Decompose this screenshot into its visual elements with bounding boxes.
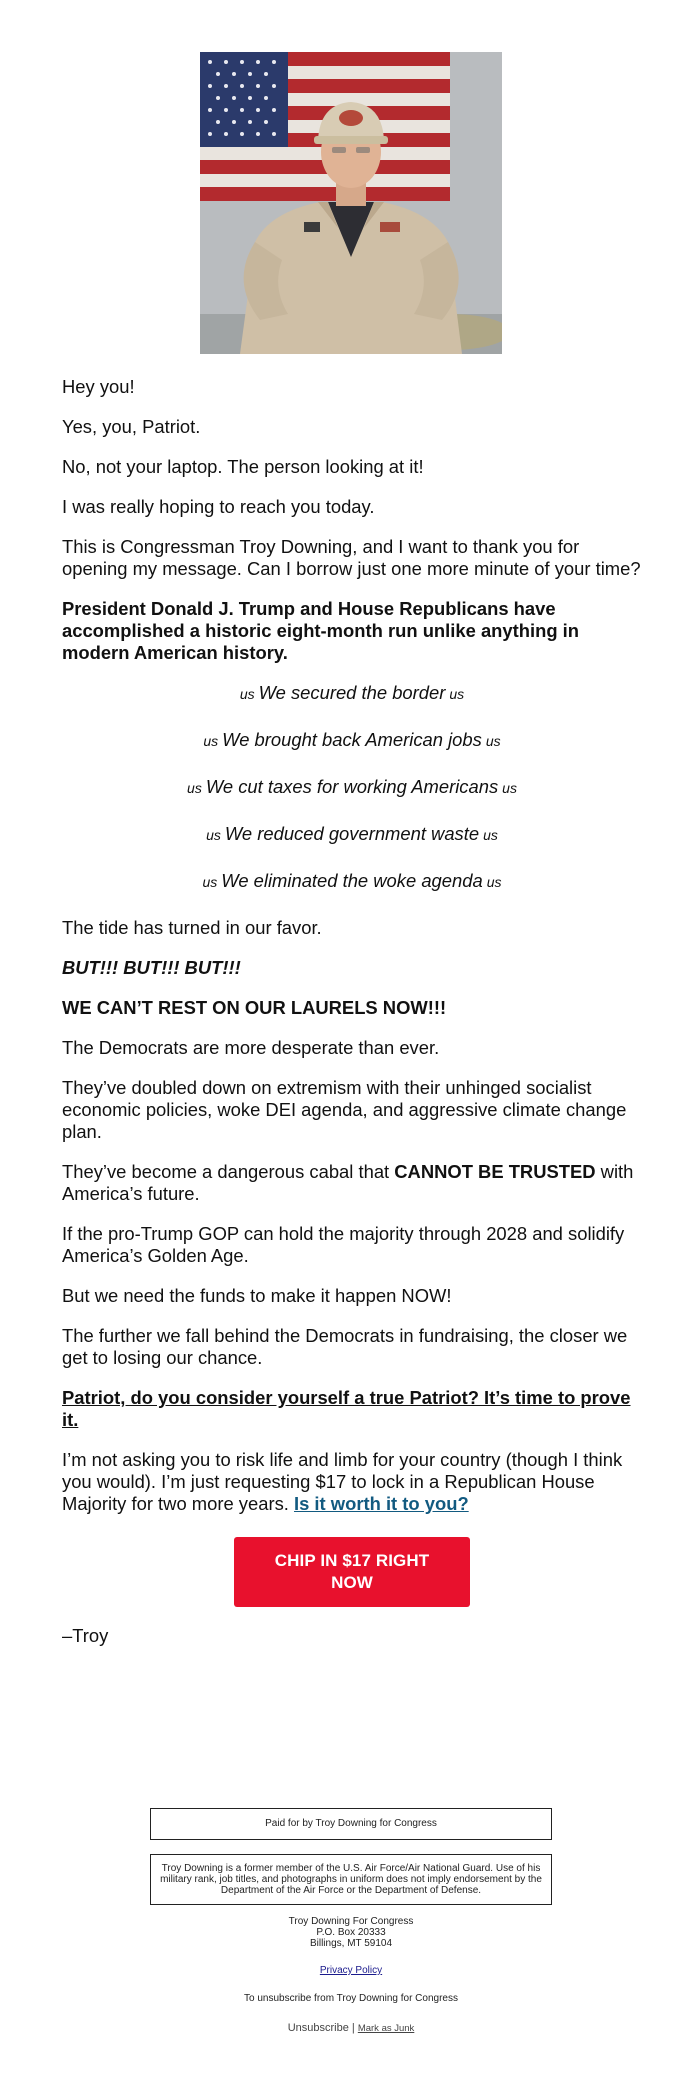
emphasis-paragraph: BUT!!! BUT!!! BUT!!! bbox=[62, 957, 241, 978]
paragraph: The tide has turned in our favor. bbox=[62, 917, 322, 938]
us-flag-icon: us bbox=[203, 733, 219, 749]
us-flag-icon: us bbox=[502, 780, 517, 796]
list-item: us We brought back American jobs us bbox=[203, 729, 501, 750]
emphasis-paragraph: WE CAN’T REST ON OUR LAURELS NOW!!! bbox=[62, 997, 447, 1018]
paragraph: But we need the funds to make it happen NOW! bbox=[62, 1285, 452, 1306]
unsubscribe-link[interactable]: Unsubscribe bbox=[287, 2022, 349, 2034]
signoff: –Troy bbox=[62, 1625, 109, 1646]
chip-in-button[interactable]: CHIP IN $17 RIGHT NOW bbox=[234, 1537, 470, 1607]
greeting: Hey you! bbox=[62, 376, 135, 397]
paragraph: The further we fall behind the Democrats in fundraising, the closer we get to losing our chance. bbox=[62, 1325, 628, 1368]
us-flag-icon: us bbox=[485, 733, 501, 749]
us-flag-icon: us bbox=[239, 686, 255, 702]
paragraph: This is Congressman Troy Downing, and I want to thank you for opening my message. Can I borrow just one more minute of your time? bbox=[62, 536, 641, 579]
cta-container bbox=[62, 1537, 642, 1607]
call-to-action-heading: Patriot, do you consider yourself a true Patriot? It’s time to prove it. bbox=[62, 1387, 631, 1430]
paragraph: Yes, you, Patriot. bbox=[62, 416, 201, 437]
portrait-photo-icon bbox=[200, 52, 502, 354]
paragraph: If the pro-Trump GOP can hold the majority through 2028 and solidify America’s Golden Age. bbox=[62, 1223, 625, 1266]
disclaimer-box: Troy Downing is a former member of the U.S. Air Force/Air National Guard. Use of his military rank, job titles, and photographs in uniform does not imply endorsement by the Department of the Air Force or the Department of Defense. bbox=[150, 1854, 552, 1905]
paragraph: I’m not asking you to risk life and limb for your country (though I think you would). I’m just requesting $17 to lock in a Republican House Majority for two more years. Is it worth it to you? bbox=[62, 1449, 623, 1514]
mark-as-junk-link[interactable]: Mark as Junk bbox=[357, 2023, 415, 2034]
us-flag-icon: us bbox=[483, 827, 498, 843]
donate-inline-link[interactable]: Is it worth it to you? bbox=[293, 1493, 469, 1514]
footer bbox=[150, 1808, 552, 2034]
emphasis-text: CANNOT BE TRUSTED bbox=[394, 1161, 596, 1182]
letter-body bbox=[62, 376, 642, 1665]
list-item: us We cut taxes for working Americans us bbox=[187, 776, 517, 797]
us-flag-icon: us bbox=[449, 686, 465, 702]
paragraph: The Democrats are more desperate than ever. bbox=[62, 1037, 440, 1058]
list-item: us We reduced government waste us bbox=[206, 823, 498, 844]
privacy-policy-link[interactable]: Privacy Policy bbox=[319, 1965, 383, 1976]
accomplishments-list bbox=[62, 682, 642, 893]
us-flag-icon: us bbox=[486, 874, 502, 890]
paragraph: They’ve become a dangerous cabal that CANNOT BE TRUSTED with America’s future. bbox=[62, 1161, 634, 1204]
unsubscribe-row bbox=[150, 2022, 552, 2034]
us-flag-icon: us bbox=[206, 827, 221, 843]
list-item: us We secured the border us bbox=[239, 682, 465, 703]
candidate-photo bbox=[200, 52, 502, 354]
us-flag-icon: us bbox=[202, 874, 218, 890]
list-item: us We eliminated the woke agenda us bbox=[202, 870, 502, 891]
paragraph: I was really hoping to reach you today. bbox=[62, 496, 375, 517]
privacy-policy-row bbox=[150, 1965, 552, 1976]
paid-for-box: Paid for by Troy Downing for Congress bbox=[150, 1808, 552, 1840]
separator: | bbox=[351, 2022, 355, 2034]
mailing-address: Troy Downing For Congress P.O. Box 20333 Billings, MT 59104 bbox=[288, 1916, 414, 1949]
paragraph: No, not your laptop. The person looking at it! bbox=[62, 456, 424, 477]
headline-paragraph: President Donald J. Trump and House Republicans have accomplished a historic eight-month run unlike anything in modern American history. bbox=[62, 598, 580, 663]
unsubscribe-text: To unsubscribe from Troy Downing for Congress bbox=[244, 1993, 458, 2004]
paragraph: They’ve doubled down on extremism with their unhinged socialist economic policies, woke DEI agenda, and aggressive climate change plan. bbox=[62, 1077, 627, 1142]
us-flag-icon: us bbox=[187, 780, 202, 796]
